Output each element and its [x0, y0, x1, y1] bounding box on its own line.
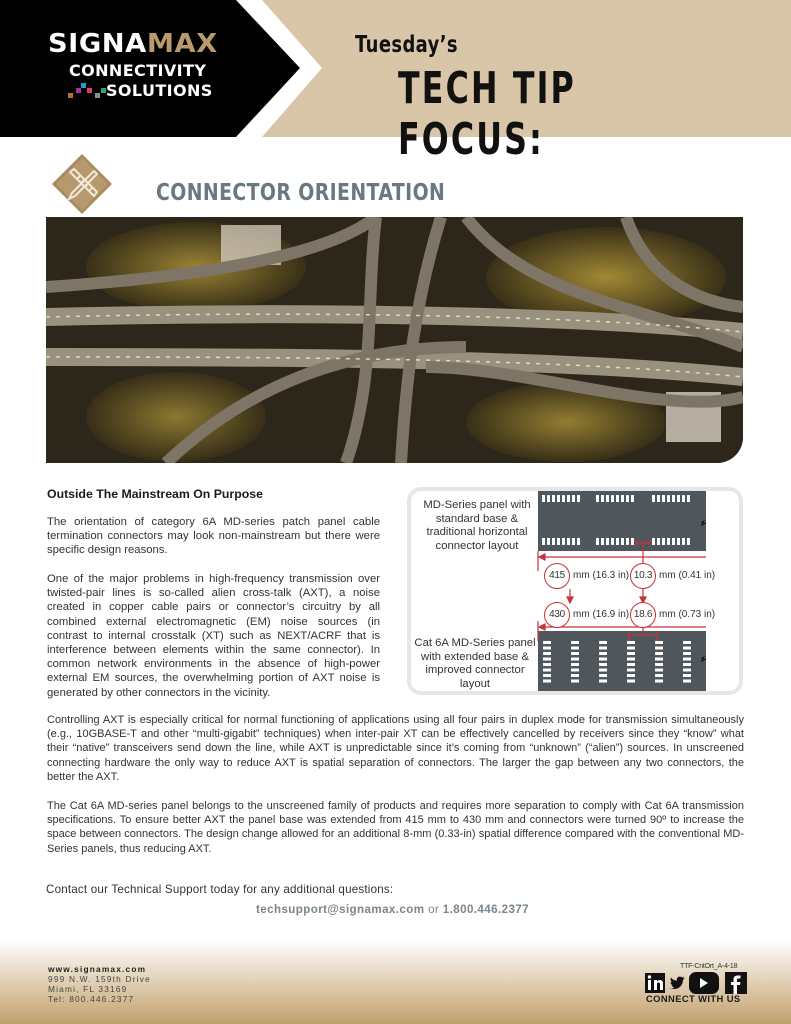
- logo-panel: [0, 0, 330, 137]
- signamax-logo[interactable]: [48, 31, 248, 101]
- highway-interchange-photo: [46, 217, 743, 463]
- connect-with-us-label: CONNECT WITH US: [646, 993, 741, 1004]
- measurement-unit: mm (16.3 in): [573, 570, 630, 581]
- contact-line: [256, 903, 529, 916]
- address-line-2: Miami, FL 33169: [48, 984, 128, 994]
- measurement-value: 430: [544, 602, 570, 628]
- article-paragraph: The Cat 6A MD-series panel belongs to the unscreened family of products and requires more separation to comply with Cat 6A transmission specifications. To ensure better AXT the panel base was extended from 415 mm to 430 mm and connectors were turned 90º to increase the space between connectors. The design change allowed for an additional 8-mm (0.33-in) spatial difference compared with the conventional MD-Series panels, thus reducing AXT.: [47, 800, 744, 855]
- logo-line-solutions: SOLUTIONS: [106, 81, 213, 100]
- header-title: TECH TIP FOCUS:: [398, 63, 576, 165]
- support-email-link[interactable]: techsupport@signamax.com: [256, 903, 425, 916]
- standard-panel-label: MD-Series panel with standard base & traditional horizontal connector layout: [423, 499, 531, 552]
- article-paragraph: The orientation of category 6A MD-series patch panel cable termination connectors may look non-mainstream but there were specific design reasons.: [47, 516, 380, 557]
- twitter-icon[interactable]: [670, 977, 685, 990]
- ruler-pencil-icon: [50, 152, 114, 216]
- logo-brand-white: SIGNA: [48, 29, 147, 59]
- measurement-value: 10.3: [630, 563, 656, 589]
- contact-prompt: Contact our Technical Support today for any additional questions:: [46, 883, 394, 896]
- article-subheading: Outside The Mainstream On Purpose: [47, 487, 263, 501]
- cat6a-panel: [538, 631, 706, 691]
- document-code: TTF-CntOrt_A-4-18: [680, 963, 738, 970]
- footer-address: [48, 964, 151, 1004]
- social-links: [645, 972, 747, 994]
- contact-or: or: [428, 903, 440, 916]
- measurement-unit: mm (0.41 in): [659, 570, 716, 581]
- article-paragraph: Controlling AXT is especially critical for normal functioning of applications using all four pairs in duplex mode for transmission simultaneously (e.g., 10GBASE-T and other “multi-gigabit” techniques) when inter-pair XT can be effectively cancelled by receivers since they “know” what their “native” transceivers send down the line, while AXT is unpredictable since it’s coming from “unknown” (“alien”) sources. In unscreened connecting hardware the only way to reduce AXT is spatial separation of connectors. The larger the gap between any two connectors, the better the AXT.: [47, 714, 744, 783]
- logo-brand: [48, 31, 258, 57]
- address-line-1: 999 N.W. 159th Drive: [48, 974, 151, 984]
- measurement-unit: mm (0.73 in): [659, 609, 716, 620]
- support-phone-link[interactable]: 1.800.446.2377: [442, 903, 529, 916]
- facebook-icon[interactable]: [725, 972, 747, 994]
- connector-layout-diagram: [407, 487, 743, 695]
- header-subtitle: Tuesday’s: [355, 32, 458, 58]
- measurement-value: 415: [544, 563, 570, 589]
- measurement-value: 18.6: [630, 602, 656, 628]
- website-link[interactable]: www.signamax.com: [48, 964, 147, 974]
- youtube-icon[interactable]: [689, 972, 719, 994]
- linkedin-icon[interactable]: [645, 973, 665, 993]
- article-paragraph: One of the major problems in high-frequency transmission over twisted-pair lines is so-called alien cross-talk (AXT), a noise created in copper cable pairs or connector’s circuitry by all combined external electromagnetic (EM) noise sources (in contrast to internal crosstalk (XT) such as NEXT/ACRF that is interference between elements within the same connector). In common network environments in the absence of high-power external EM sources, the overwhelming portion of AXT noise is generated by other connectors in the vicinity.: [47, 573, 380, 699]
- measurement-unit: mm (16.9 in): [573, 609, 630, 620]
- cat6a-panel-label: Cat 6A MD-Series panel with extended base & improved connector layout: [414, 637, 536, 690]
- logo-line-connectivity: CONNECTIVITY: [69, 61, 207, 80]
- header-banner: [0, 0, 791, 165]
- logo-brand-gold: MAX: [146, 29, 218, 59]
- logo-pixel-icon: [68, 83, 108, 103]
- telephone: Tel: 800.446.2377: [48, 994, 135, 1004]
- section-title: CONNECTOR ORIENTATION: [156, 180, 446, 206]
